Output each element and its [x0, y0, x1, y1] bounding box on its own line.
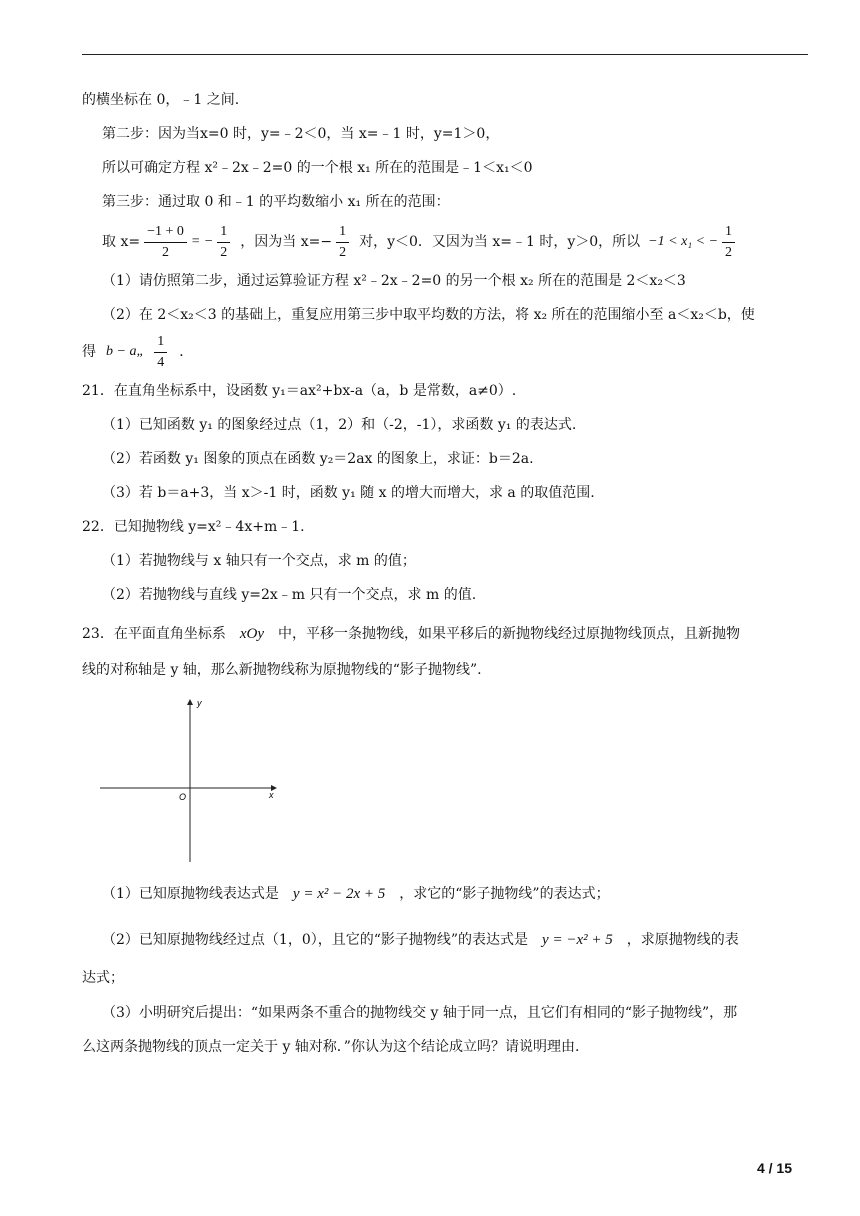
text-line: 达式；	[82, 970, 124, 986]
question-22: 22．已知抛物线 y=x²﹣4x+m﹣1.	[82, 519, 305, 535]
inequality: −1 < x₁ < −	[648, 234, 719, 249]
fraction	[217, 222, 230, 263]
fraction	[722, 222, 735, 263]
origin-label: O	[179, 792, 187, 802]
text-line: （2）在 2＜x₂＜3 的基础上，重复应用第三步中取平均数的方法，将 x₂ 所在的范围缩小至 a＜x₂＜b，使	[102, 307, 755, 323]
text: ，因为当 x=−	[240, 234, 333, 250]
x-axis-label: x	[269, 790, 274, 800]
denominator: 4	[157, 354, 165, 370]
text: ，求原抛物线的表	[626, 932, 739, 948]
text: 23．在平面直角坐标系	[82, 626, 226, 642]
equation: y = −x² + 5	[542, 932, 613, 948]
question-21: 21．在直角坐标系中，设函数 y₁＝ax²+bx-a（a，b 是常数，a≠0）.	[82, 383, 517, 399]
denominator: 2	[220, 244, 228, 260]
xoy-symbol: xOy	[239, 626, 264, 642]
text-line: 第三步：通过取 0 和﹣1 的平均数缩小 x₁ 所在的范围：	[102, 194, 450, 210]
text: （1）已知原抛物线表达式是	[102, 886, 279, 902]
text-line: 的横坐标在 0，﹣1 之间.	[82, 92, 240, 108]
text-line: （1）请仿照第二步，通过运算验证方程 x²﹣2x﹣2=0 的另一个根 x₂ 所在的范围是 2＜x₂＜3	[102, 273, 686, 289]
equation: y = x² − 2x + 5	[292, 886, 386, 902]
text-line: （2）若函数 y₁ 图象的顶点在函数 y₂＝2ax 的图象上，求证：b＝2a.	[102, 451, 534, 467]
text: ．	[179, 344, 194, 360]
fraction	[336, 222, 349, 263]
denominator: 2	[725, 244, 733, 260]
fraction	[144, 222, 187, 263]
numerator: 1	[722, 222, 735, 243]
header-rule	[82, 54, 808, 55]
y-axis-label: y	[197, 698, 202, 708]
q23-part1	[102, 884, 610, 904]
text: （2）已知原抛物线经过点（1，0），且它的“影子抛物线”的表达式是	[102, 932, 529, 948]
text-line: （1）若抛物线与 x 轴只有一个交点，求 m 的值；	[102, 553, 416, 569]
numerator: 1	[154, 332, 167, 353]
text: 中，平移一条抛物线，如果平移后的新抛物线经过原抛物线顶点，且新抛物	[277, 626, 740, 642]
numerator: 1	[217, 222, 230, 243]
denominator: 2	[161, 244, 169, 260]
text: 取 x=	[102, 234, 141, 250]
text-line: 么这两条抛物线的顶点一定关于 y 轴对称．”你认为这个结论成立吗？请说明理由.	[82, 1039, 580, 1055]
coordinate-axes	[96, 694, 286, 866]
text-line: 所以可确定方程 x²﹣2x﹣2=0 的一个根 x₁ 所在的范围是﹣1＜x₁＜0	[102, 160, 533, 176]
text-line: （3）若 b＝a+3，当 x＞-1 时，函数 y₁ 随 x 的增大而增大，求 a 的取值范围.	[102, 485, 595, 501]
fraction	[154, 332, 167, 373]
q23-part2	[102, 930, 739, 950]
denominator: 2	[339, 244, 347, 260]
condition-line	[82, 330, 193, 374]
numerator: −1 + 0	[144, 222, 187, 243]
text: ，求它的“影子抛物线”的表达式；	[399, 886, 610, 902]
average-step-line	[102, 220, 739, 264]
text-line: （3）小明研究后提出：“如果两条不重合的抛物线交 y 轴于同一点，且它们有相同的“影子抛物线”，那	[102, 1005, 738, 1021]
text: = −	[190, 234, 214, 249]
inequality: b − a„	[106, 344, 145, 359]
text-line: 第二步：因为当x=0 时，y=﹣2＜0，当 x=﹣1 时，y=1＞0，	[102, 126, 500, 142]
question-23	[82, 624, 740, 644]
text: 对，y＜0．又因为当 x=﹣1 时，y＞0，所以	[359, 234, 641, 250]
text-line: 线的对称轴是 y 轴，那么新抛物线称为原抛物线的“影子抛物线”.	[82, 662, 482, 678]
numerator: 1	[336, 222, 349, 243]
text-line: （2）若抛物线与直线 y=2x﹣m 只有一个交点，求 m 的值.	[102, 587, 477, 603]
page-number: 4 / 15	[756, 1160, 792, 1176]
text: 得	[82, 344, 96, 360]
text-line: （1）已知函数 y₁ 的图象经过点（1，2）和（-2，-1），求函数 y₁ 的表达式.	[102, 417, 577, 433]
